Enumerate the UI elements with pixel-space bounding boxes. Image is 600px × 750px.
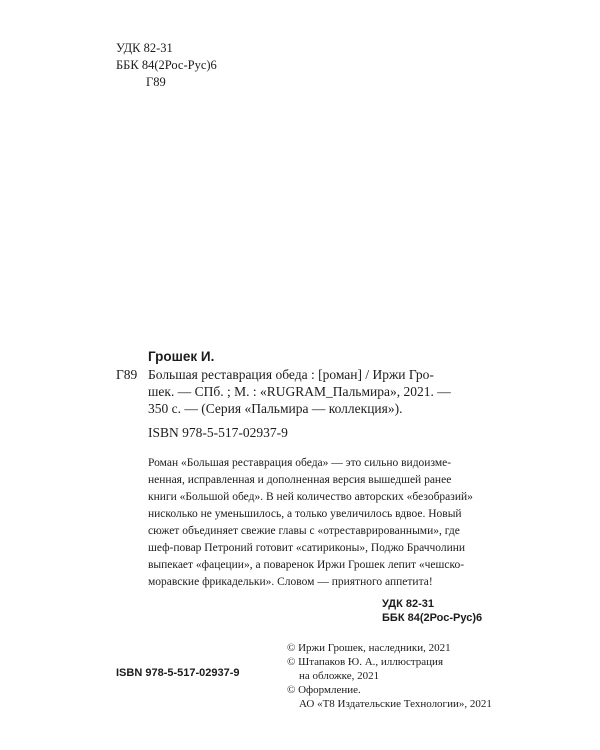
annotation-line: моравские фрикадельки». Словом — приятного аппетита! <box>148 576 433 588</box>
catalog-author: Грошек И. <box>148 349 215 364</box>
catalog-description-line: шек. — СПб. ; М. : «RUGRAM_Пальмира», 2021. — <box>148 384 451 399</box>
copyright-line: © Штапаков Ю. А., иллюстрация <box>287 656 444 668</box>
bbk-code: ББК 84(2Рос-Рус)6 <box>116 58 217 72</box>
bottom-bbk-code: ББК 84(2Рос-Рус)6 <box>382 612 483 624</box>
catalog-description-line: 350 с. — (Серия «Пальмира — коллекция»). <box>148 401 403 416</box>
udk-code: УДК 82-31 <box>116 41 173 55</box>
copyright-line: АО «Т8 Издательские Технологии», 2021 <box>299 698 492 710</box>
copyright-line: на обложке, 2021 <box>299 670 380 682</box>
annotation-line: ненная, исправленная и дополненная версия вышедшей ранее <box>148 474 452 486</box>
annotation-line: книги «Большой обед». В ней количество авторских «безобразий» <box>148 491 473 503</box>
copyright-line: © Оформление. <box>287 684 361 696</box>
author-mark: Г89 <box>146 75 166 89</box>
annotation-line: сюжет объединяет свежие главы с «отреставрированными», где <box>148 525 460 537</box>
annotation-line: Роман «Большая реставрация обеда» — это сильно видоизме- <box>148 457 452 469</box>
annotation-line: нисколько не уменьшилось, а только увеличилось вдвое. Новый <box>148 508 462 520</box>
catalog-author-mark: Г89 <box>116 367 138 382</box>
footer-isbn: ISBN 978-5-517-02937-9 <box>116 667 240 679</box>
catalog-description-line: Большая реставрация обеда : [роман] / Иржи Гро- <box>148 367 434 382</box>
copyright-line: © Иржи Грошек, наследники, 2021 <box>287 642 451 654</box>
annotation-line: выпекает «фацеции», а поваренок Иржи Грошек лепит «чешско- <box>148 559 465 571</box>
annotation-line: шеф-повар Петроний готовит «сатириконы», Поджо Браччолини <box>148 542 466 554</box>
catalog-isbn: ISBN 978-5-517-02937-9 <box>148 425 288 440</box>
bottom-udk-code: УДК 82-31 <box>382 598 435 610</box>
